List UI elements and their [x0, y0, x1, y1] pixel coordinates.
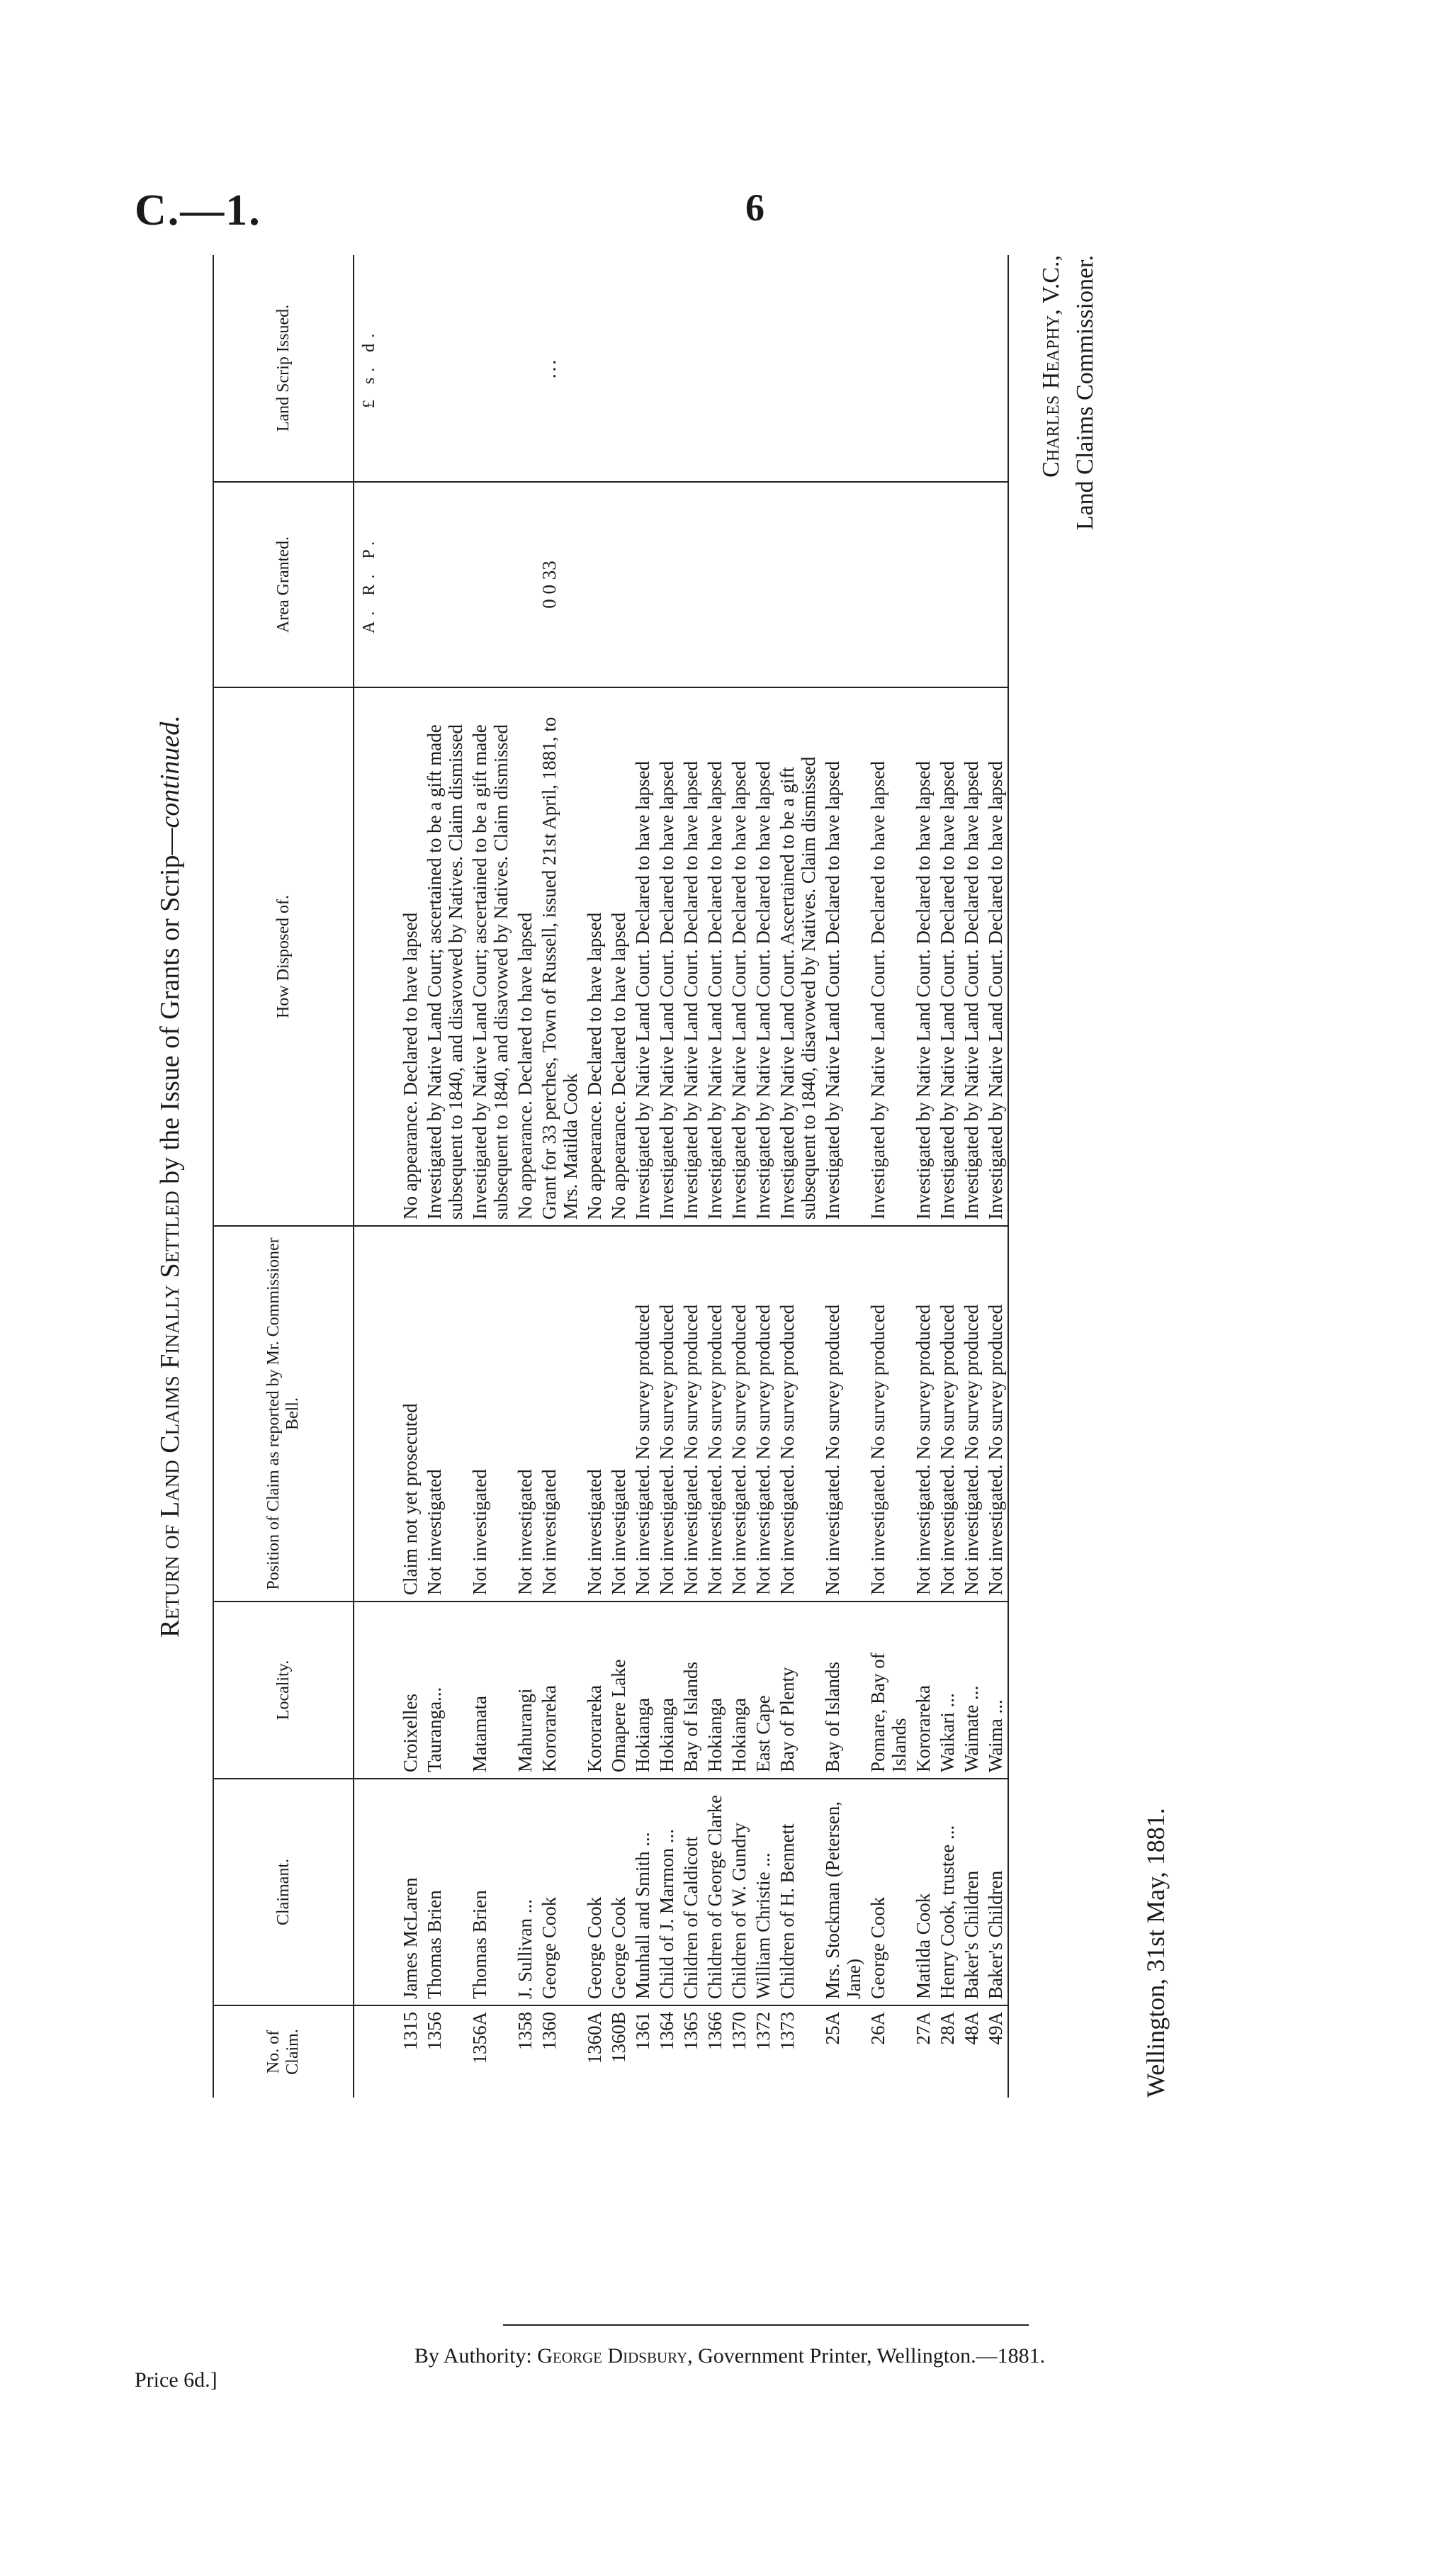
claim-number: 1372: [752, 2012, 774, 2050]
locality: Tauranga...: [422, 1602, 468, 1779]
table-header-row: [213, 255, 354, 2098]
scrip-issued: [631, 255, 655, 482]
claim-position: Not investigated: [422, 1226, 468, 1602]
disposal: Investigated by Native Land Court. Declared to have lapsed: [959, 687, 983, 1226]
scrip-issued: [513, 255, 537, 482]
claim-position: Not investigated. No survey produced: [679, 1226, 703, 1602]
table-title: [135, 255, 205, 2098]
scrip-issued: [468, 255, 513, 482]
area-granted: [775, 482, 820, 687]
locality: Bay of Islands: [679, 1602, 703, 1779]
table-row: [775, 255, 820, 2098]
table-row: [959, 255, 983, 2098]
table-row: [513, 255, 537, 2098]
col-header-locality: Locality.: [213, 1602, 354, 1779]
area-granted: [655, 482, 679, 687]
claim-position: Not investigated. No survey produced: [866, 1226, 911, 1602]
scrip-issued: [959, 255, 983, 482]
claimant: Baker's Children: [983, 1779, 1008, 2005]
units-row: [354, 255, 384, 2098]
table-row: [703, 255, 727, 2098]
claimant: George Cook: [537, 1779, 582, 2005]
claimant: Mrs. Stockman (Petersen, Jane): [820, 1779, 866, 2005]
claimant: George Cook: [582, 1779, 606, 2005]
claim-position: Not investigated. No survey produced: [935, 1226, 959, 1602]
table-row: [935, 255, 959, 2098]
locality: Mahurangi: [513, 1602, 537, 1779]
claim-number: 1360A: [584, 2012, 605, 2064]
table-row: [468, 255, 513, 2098]
claimant: Matilda Cook: [911, 1779, 935, 2005]
claimant: Children of W. Gundry: [727, 1779, 751, 2005]
col-header-area: Area Granted.: [213, 482, 354, 687]
locality: Bay of Islands: [820, 1602, 866, 1779]
claim-number: 49A: [985, 2012, 1006, 2045]
claim-position: Not investigated: [513, 1226, 537, 1602]
disposal: Investigated by Native Land Court. Declared to have lapsed: [631, 687, 655, 1226]
claimant: Thomas Brien: [422, 1779, 468, 2005]
locality: Pomare, Bay of Islands: [866, 1602, 911, 1779]
claimant: George Cook: [606, 1779, 631, 2005]
locality: Waimate ...: [959, 1602, 983, 1779]
claim-position: Not investigated. No survey produced: [703, 1226, 727, 1602]
claimant: Munhall and Smith ...: [631, 1779, 655, 2005]
claim-number: 1356: [424, 2012, 445, 2050]
claimant: Children of Caldicott: [679, 1779, 703, 2005]
title-part-2: by the Issue of Grants or Scrip—: [155, 828, 185, 1184]
area-granted: [983, 482, 1008, 687]
document-code: C.—1.: [135, 186, 261, 235]
table-row: [384, 255, 422, 2098]
disposal: Investigated by Native Land Court; ascertained to be a gift made subsequent to 1840, and disavowed by Natives. Claim dismissed: [468, 687, 513, 1226]
disposal: Investigated by Native Land Court. Declared to have lapsed: [911, 687, 935, 1226]
table-row: [727, 255, 751, 2098]
claimant: Thomas Brien: [468, 1779, 513, 2005]
claim-number: 1361: [632, 2012, 653, 2050]
disposal: Investigated by Native Land Court. Declared to have lapsed: [751, 687, 775, 1226]
table-row: [631, 255, 655, 2098]
rotated-return-table: [135, 255, 1233, 2098]
disposal: Investigated by Native Land Court. Declared to have lapsed: [679, 687, 703, 1226]
claim-position: Not investigated. No survey produced: [959, 1226, 983, 1602]
claim-position: Not investigated. No survey produced: [751, 1226, 775, 1602]
claim-number: 1365: [680, 2012, 701, 2050]
disposal: Investigated by Native Land Court. Ascertained to be a gift subsequent to 1840, disavowed by Natives. Claim dismissed: [775, 687, 820, 1226]
area-granted: [606, 482, 631, 687]
claim-number: 1360: [538, 2012, 560, 2050]
locality: Kororareka: [537, 1602, 582, 1779]
claim-number: 48A: [961, 2012, 982, 2045]
authority-suffix: , Government Printer, Wellington.—1881.: [687, 2344, 1046, 2368]
claim-position: Not investigated. No survey produced: [655, 1226, 679, 1602]
area-granted: [513, 482, 537, 687]
claims-table: [213, 255, 1009, 2098]
disposal: Grant for 33 perches, Town of Russell, issued 21st April, 1881, to Mrs. Matilda Cook: [537, 687, 582, 1226]
scrip-issued: [866, 255, 911, 482]
table-row: [820, 255, 866, 2098]
scrip-issued: [775, 255, 820, 482]
area-granted: [935, 482, 959, 687]
table-row: [866, 255, 911, 2098]
table-row: [582, 255, 606, 2098]
area-granted: [866, 482, 911, 687]
claim-position: Not investigated: [582, 1226, 606, 1602]
title-part-1: Return of Land Claims Finally Settled: [155, 1191, 185, 1638]
table-row: [679, 255, 703, 2098]
area-granted: [631, 482, 655, 687]
claim-number: 28A: [937, 2012, 958, 2045]
claimant: James McLaren: [384, 1779, 422, 2005]
claim-position: Not investigated. No survey produced: [983, 1226, 1008, 1602]
disposal: Investigated by Native Land Court. Declared to have lapsed: [655, 687, 679, 1226]
disposal: No appearance. Declared to have lapsed: [384, 687, 422, 1226]
table-row: [983, 255, 1008, 2098]
area-granted: [820, 482, 866, 687]
claimant: William Christie ...: [751, 1779, 775, 2005]
locality: Omapere Lake: [606, 1602, 631, 1779]
claim-position: Claim not yet prosecuted: [384, 1226, 422, 1602]
disposal: No appearance. Declared to have lapsed: [582, 687, 606, 1226]
disposal: Investigated by Native Land Court; ascertained to be a gift made subsequent to 1840, and disavowed by Natives. Claim dismissed: [422, 687, 468, 1226]
scrip-issued: ...: [537, 255, 582, 482]
price-label: Price 6d.]: [135, 2368, 218, 2392]
locality: Hokianga: [655, 1602, 679, 1779]
claim-position: Not investigated. No survey produced: [727, 1226, 751, 1602]
signature-title: Land Claims Commissioner.: [1072, 255, 1098, 531]
scrip-issued: [606, 255, 631, 482]
printer-name: George Didsbury: [537, 2344, 688, 2368]
locality: Hokianga: [703, 1602, 727, 1779]
area-units: A. R. P.: [354, 482, 384, 687]
locality: Kororareka: [911, 1602, 935, 1779]
scrip-issued: [911, 255, 935, 482]
locality: East Cape: [751, 1602, 775, 1779]
locality: Matamata: [468, 1602, 513, 1779]
scrip-issued: [727, 255, 751, 482]
authority-prefix: By Authority:: [414, 2344, 532, 2368]
locality: Bay of Plenty: [775, 1602, 820, 1779]
claim-number: 1373: [777, 2012, 798, 2050]
signature-block: [1034, 255, 1102, 530]
claim-position: Not investigated. No survey produced: [820, 1226, 866, 1602]
col-header-claimant: Claimant.: [213, 1779, 354, 2005]
scrip-issued: [820, 255, 866, 482]
col-header-scrip: Land Scrip Issued.: [213, 255, 354, 482]
area-granted: [422, 482, 468, 687]
claim-position: Not investigated: [537, 1226, 582, 1602]
claimant: Children of H. Bennett: [775, 1779, 820, 2005]
claimant: J. Sullivan ...: [513, 1779, 537, 2005]
locality: Kororareka: [582, 1602, 606, 1779]
claim-position: Not investigated. No survey produced: [911, 1226, 935, 1602]
scrip-issued: [703, 255, 727, 482]
claim-number: 1360B: [608, 2012, 629, 2064]
area-granted: [959, 482, 983, 687]
disposal: No appearance. Declared to have lapsed: [606, 687, 631, 1226]
locality: Waima ...: [983, 1602, 1008, 1779]
disposal: No appearance. Declared to have lapsed: [513, 687, 537, 1226]
table-row: [655, 255, 679, 2098]
scrip-issued: [751, 255, 775, 482]
disposal: Investigated by Native Land Court. Declared to have lapsed: [935, 687, 959, 1226]
area-granted: [751, 482, 775, 687]
disposal: Investigated by Native Land Court. Declared to have lapsed: [820, 687, 866, 1226]
area-granted: 0 0 33: [537, 482, 582, 687]
claim-number: 1370: [728, 2012, 750, 2050]
locality: Croixelles: [384, 1602, 422, 1779]
claim-number: 1358: [514, 2012, 536, 2050]
claim-number: 25A: [822, 2012, 843, 2045]
disposal: Investigated by Native Land Court. Declared to have lapsed: [703, 687, 727, 1226]
col-header-no: No. of Claim.: [213, 2005, 354, 2098]
claim-position: Not investigated: [468, 1226, 513, 1602]
scrip-issued: [384, 255, 422, 482]
date-line: Wellington, 31st May, 1881.: [1141, 1808, 1170, 2098]
claim-position: Not investigated: [606, 1226, 631, 1602]
claim-number: 1364: [656, 2012, 677, 2050]
scrip-issued: [422, 255, 468, 482]
claim-position: Not investigated. No survey produced: [631, 1226, 655, 1602]
locality: Waikari ...: [935, 1602, 959, 1779]
scrip-issued: [582, 255, 606, 482]
area-granted: [703, 482, 727, 687]
scrip-units: £ s. d.: [354, 255, 384, 482]
signature-name: Charles Heaphy, V.C.,: [1038, 255, 1064, 478]
claim-number: 1366: [704, 2012, 726, 2050]
claim-number: 1315: [400, 2012, 421, 2050]
scrip-issued: [935, 255, 959, 482]
claim-number: 27A: [913, 2012, 934, 2045]
claimant: Baker's Children: [959, 1779, 983, 2005]
table-row: [911, 255, 935, 2098]
table-row: [606, 255, 631, 2098]
col-header-disposed: How Disposed of.: [213, 687, 354, 1226]
claimant: Child of J. Marmon ...: [655, 1779, 679, 2005]
title-part-3: continued.: [155, 715, 185, 828]
claimant: Children of George Clarke: [703, 1779, 727, 2005]
table-row: [422, 255, 468, 2098]
area-granted: [468, 482, 513, 687]
scrip-issued: [679, 255, 703, 482]
page-number: 6: [745, 186, 764, 229]
area-granted: [582, 482, 606, 687]
claim-number: 26A: [867, 2012, 888, 2045]
authority-line: [177, 2344, 1282, 2368]
scrip-issued: [655, 255, 679, 482]
claimant: George Cook: [866, 1779, 911, 2005]
claim-number: 1356A: [469, 2012, 490, 2064]
disposal: Investigated by Native Land Court. Declared to have lapsed: [727, 687, 751, 1226]
claimant: Henry Cook, trustee ...: [935, 1779, 959, 2005]
table-row: [751, 255, 775, 2098]
col-header-position: Position of Claim as reported by Mr. Commissioner Bell.: [213, 1226, 354, 1602]
footer-rule: [503, 2324, 1029, 2326]
disposal: Investigated by Native Land Court. Declared to have lapsed: [983, 687, 1008, 1226]
area-granted: [384, 482, 422, 687]
locality: Hokianga: [727, 1602, 751, 1779]
area-granted: [679, 482, 703, 687]
claim-position: Not investigated. No survey produced: [775, 1226, 820, 1602]
disposal: Investigated by Native Land Court. Declared to have lapsed: [866, 687, 911, 1226]
locality: Hokianga: [631, 1602, 655, 1779]
area-granted: [727, 482, 751, 687]
area-granted: [911, 482, 935, 687]
scrip-issued: [983, 255, 1008, 482]
table-row: [537, 255, 582, 2098]
